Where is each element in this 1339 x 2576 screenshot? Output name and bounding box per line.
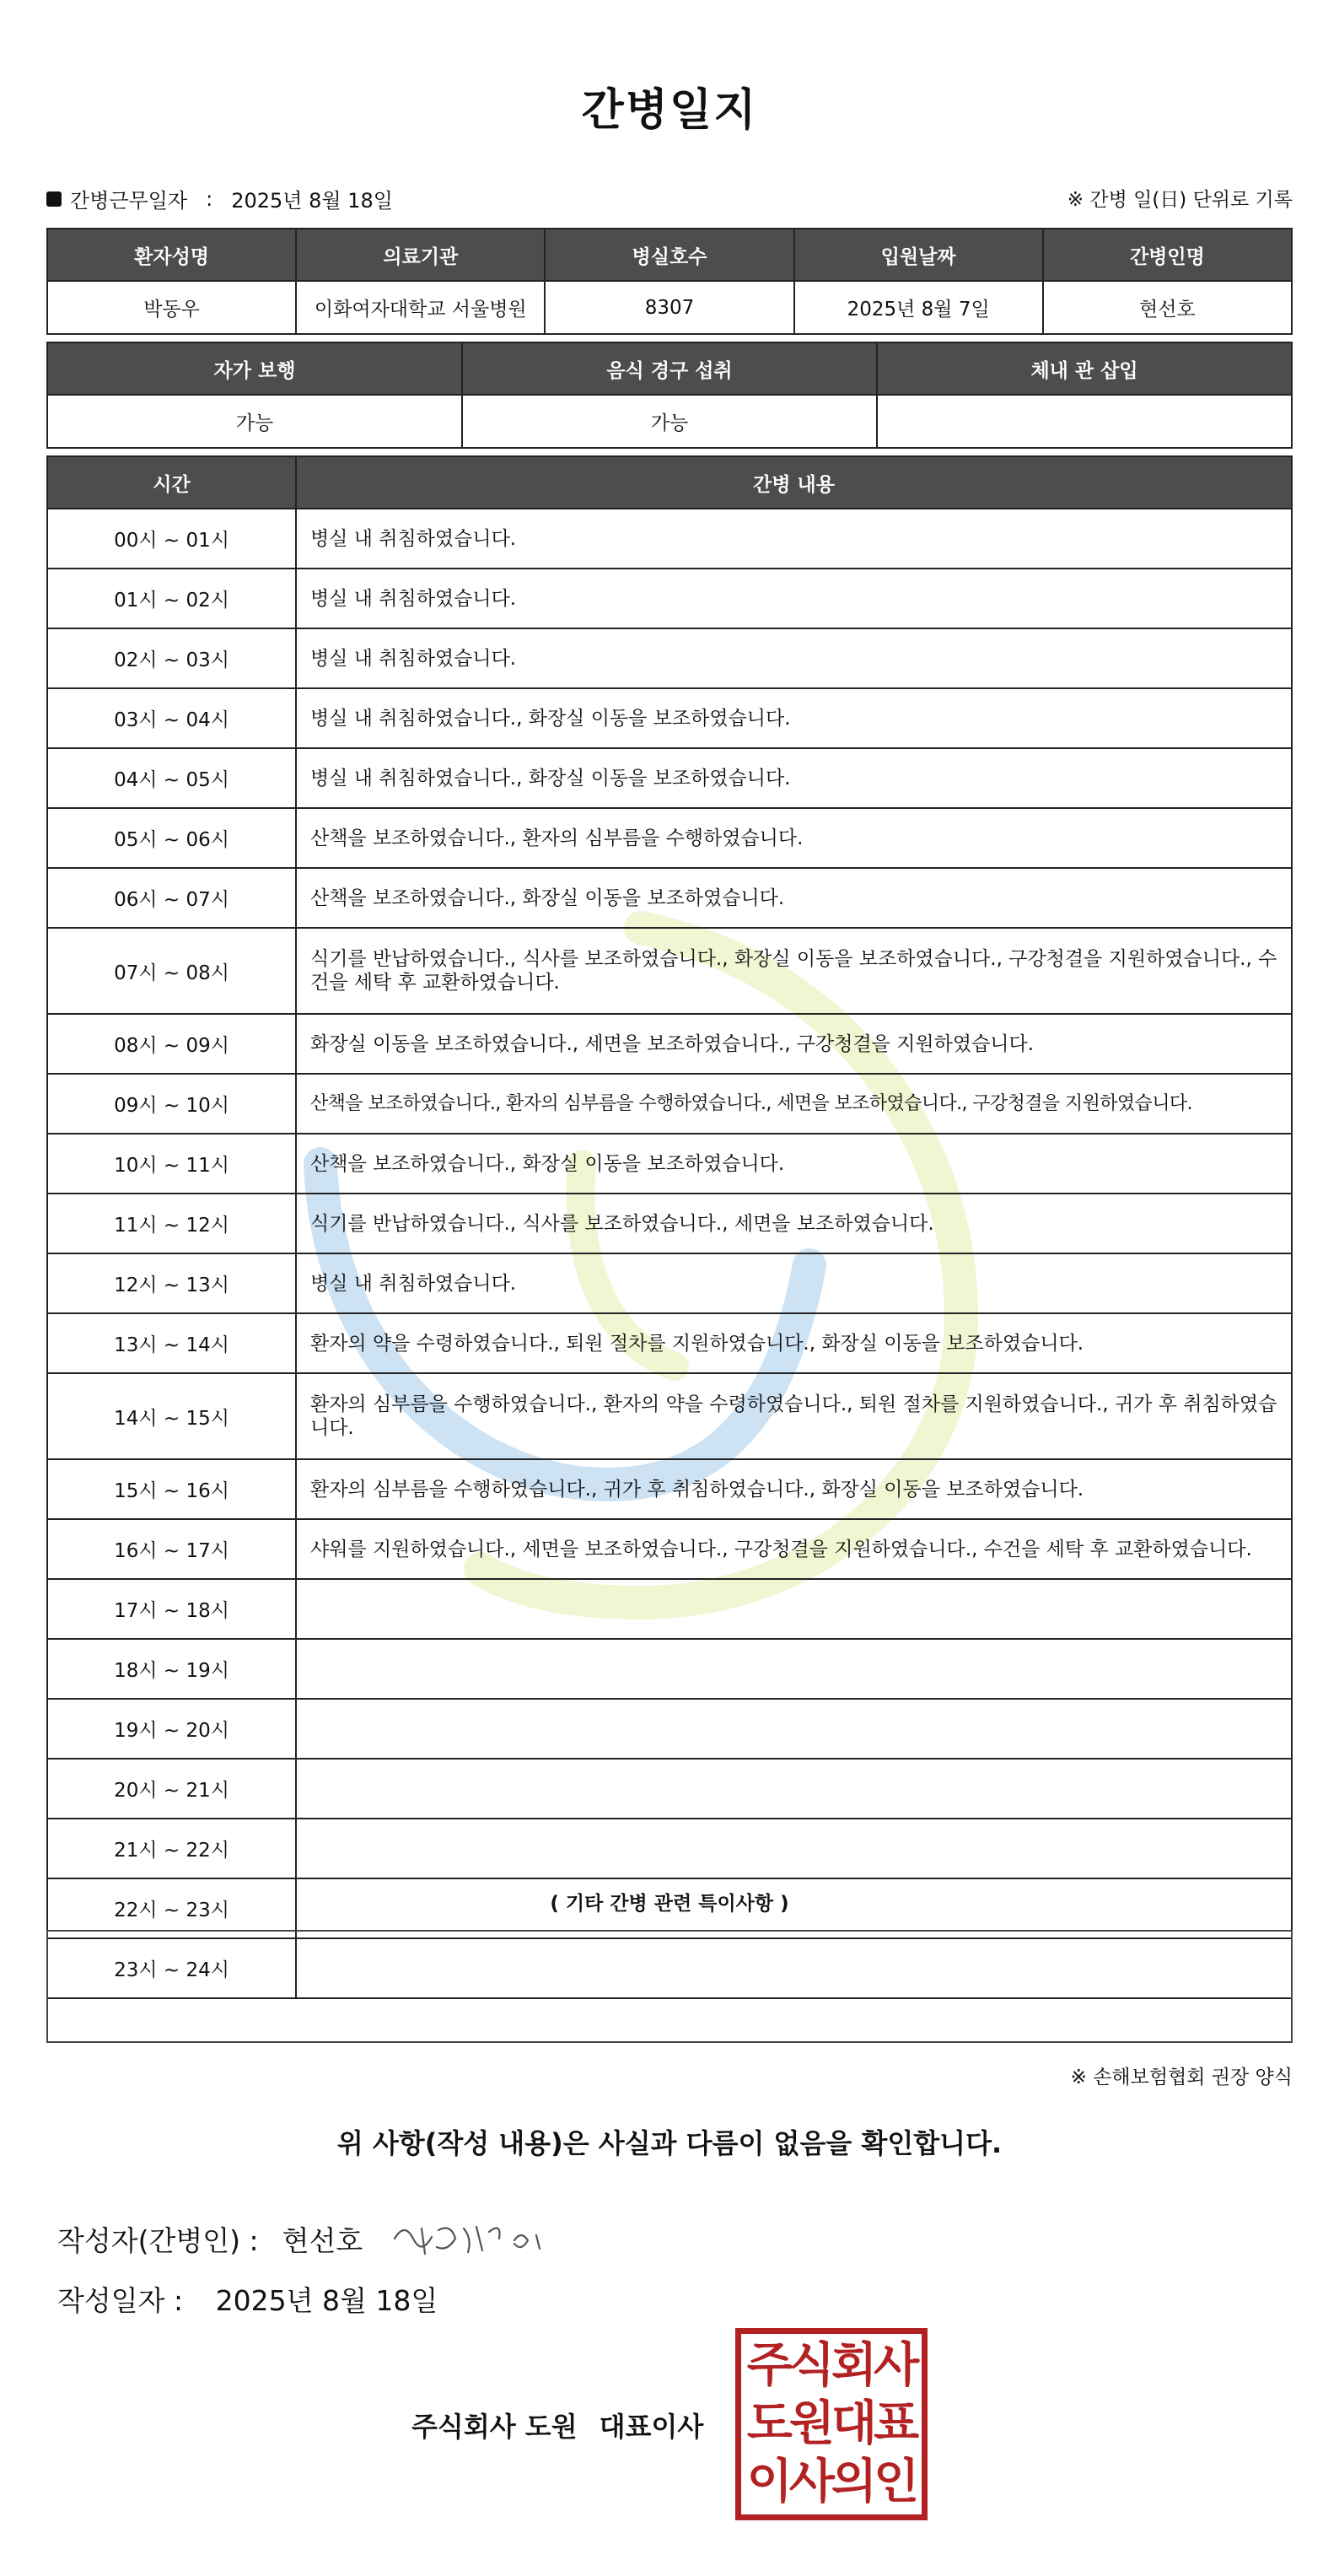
care-log-table	[46, 455, 1293, 1999]
content-cell: 병실 내 취침하였습니다.	[296, 628, 1292, 688]
writer-line	[57, 2213, 557, 2264]
hospital-cell: 이화여자대학교 서울병원	[296, 281, 545, 334]
table-row	[47, 1313, 1292, 1373]
time-cell: 18시 ~ 19시	[47, 1639, 296, 1699]
table-row	[47, 1134, 1292, 1194]
status-value-row	[47, 395, 1292, 448]
table-row	[47, 1253, 1292, 1313]
time-cell: 10시 ~ 11시	[47, 1134, 296, 1194]
time-cell: 07시 ~ 08시	[47, 928, 296, 1014]
content-cell: 산책을 보조하였습니다., 환자의 심부름을 수행하였습니다., 세면을 보조하였습니다., 구강청결을 지원하였습니다.	[296, 1074, 1292, 1134]
content-cell: 환자의 심부름을 수행하였습니다., 귀가 후 취침하였습니다., 화장실 이동을 보조하였습니다.	[296, 1459, 1292, 1519]
table-row	[47, 1579, 1292, 1639]
seal-line: 이사의인	[746, 2454, 917, 2509]
handwritten-signature	[388, 2213, 557, 2264]
bullet-square-icon	[46, 191, 62, 207]
company-title: 대표이사	[599, 2411, 704, 2443]
time-cell: 01시 ~ 02시	[47, 569, 296, 628]
content-cell: 환자의 약을 수령하였습니다., 퇴원 절차를 지원하였습니다., 화장실 이동을 보조하였습니다.	[296, 1313, 1292, 1373]
table-row	[47, 1759, 1292, 1819]
content-cell: 산책을 보조하였습니다., 화장실 이동을 보조하였습니다.	[296, 1134, 1292, 1194]
write-date-value: 2025년 8월 18일	[215, 2284, 438, 2317]
status-header-row	[47, 342, 1292, 395]
content-cell: 산책을 보조하였습니다., 환자의 심부름을 수행하였습니다.	[296, 808, 1292, 868]
time-cell: 00시 ~ 01시	[47, 509, 296, 569]
time-cell: 05시 ~ 06시	[47, 808, 296, 868]
time-cell: 19시 ~ 20시	[47, 1699, 296, 1759]
table-row	[47, 928, 1292, 1014]
patient-name-cell: 박동우	[47, 281, 296, 334]
table-row	[47, 1519, 1292, 1579]
content-cell: 병실 내 취침하였습니다.	[296, 1253, 1292, 1313]
content-cell: 산책을 보조하였습니다., 화장실 이동을 보조하였습니다.	[296, 868, 1292, 928]
time-cell: 11시 ~ 12시	[47, 1194, 296, 1253]
table-row	[47, 1699, 1292, 1759]
caregiver-name-cell: 현선호	[1043, 281, 1292, 334]
table-row	[47, 569, 1292, 628]
content-cell: 병실 내 취침하였습니다., 화장실 이동을 보조하였습니다.	[296, 688, 1292, 748]
table-row	[47, 1194, 1292, 1253]
work-date-label: 간병근무일자	[70, 189, 188, 213]
table-row	[47, 748, 1292, 808]
recommend-note: ※ 손해보험협회 권장 양식	[1070, 2067, 1293, 2088]
table-row	[47, 1014, 1292, 1074]
header-room-number: 병실호수	[545, 229, 793, 281]
content-cell: 병실 내 취침하였습니다.	[296, 569, 1292, 628]
content-cell: 식기를 반납하였습니다., 식사를 보조하였습니다., 세면을 보조하였습니다.	[296, 1194, 1292, 1253]
table-row	[47, 1459, 1292, 1519]
work-date-value: 2025년 8월 18일	[231, 189, 393, 213]
writer-name: 현선호	[282, 2223, 363, 2257]
other-notes-title: ( 기타 간병 관련 특이사항 )	[550, 1893, 789, 1915]
meta-row	[46, 184, 1293, 218]
time-cell: 14시 ~ 15시	[47, 1373, 296, 1459]
work-date-separator: :	[206, 186, 213, 211]
time-cell: 02시 ~ 03시	[47, 628, 296, 688]
table-row	[47, 1373, 1292, 1459]
time-cell: 15시 ~ 16시	[47, 1459, 296, 1519]
table-row	[47, 628, 1292, 688]
company-name: 주식회사 도원	[411, 2411, 578, 2443]
write-date-label: 작성일자 :	[57, 2284, 184, 2317]
time-cell: 20시 ~ 21시	[47, 1759, 296, 1819]
oral-intake-cell: 가능	[462, 395, 877, 448]
time-cell: 04시 ~ 05시	[47, 748, 296, 808]
company-seal-stamp	[735, 2328, 928, 2520]
write-date-line	[57, 2279, 438, 2319]
header-hospital: 의료기관	[296, 229, 545, 281]
table-row	[47, 1819, 1292, 1878]
table-row	[47, 509, 1292, 569]
time-cell: 21시 ~ 22시	[47, 1819, 296, 1878]
time-cell: 12시 ~ 13시	[47, 1253, 296, 1313]
content-cell	[296, 1759, 1292, 1819]
time-cell: 09시 ~ 10시	[47, 1074, 296, 1134]
content-cell: 샤워를 지원하였습니다., 세면을 보조하였습니다., 구강청결을 지원하였습니다., 수건을 세탁 후 교환하였습니다.	[296, 1519, 1292, 1579]
patient-status-table	[46, 342, 1293, 449]
content-cell	[296, 1819, 1292, 1878]
log-header-row	[47, 456, 1292, 509]
header-admission-date: 입원날짜	[794, 229, 1043, 281]
patient-header-row	[47, 229, 1292, 281]
content-cell: 병실 내 취침하였습니다., 화장실 이동을 보조하였습니다.	[296, 748, 1292, 808]
time-cell: 03시 ~ 04시	[47, 688, 296, 748]
other-notes-box	[46, 1930, 1293, 2043]
content-cell	[296, 1699, 1292, 1759]
work-date-block	[46, 184, 393, 213]
tube-insertion-cell	[877, 395, 1292, 448]
content-cell	[296, 1579, 1292, 1639]
writer-label: 작성자(간병인) :	[57, 2223, 259, 2257]
table-row	[47, 1074, 1292, 1134]
table-row	[47, 808, 1292, 868]
header-caregiver-name: 간병인명	[1043, 229, 1292, 281]
seal-line: 도원대표	[746, 2395, 917, 2451]
time-cell: 13시 ~ 14시	[47, 1313, 296, 1373]
time-cell: 17시 ~ 18시	[47, 1579, 296, 1639]
document-title: 간병일지	[581, 85, 758, 136]
patient-info-table	[46, 228, 1293, 335]
content-cell: 환자의 심부름을 수행하였습니다., 환자의 약을 수령하였습니다., 퇴원 절차를 지원하였습니다., 귀가 후 취침하였습니다.	[296, 1373, 1292, 1459]
room-number-cell: 8307	[545, 281, 793, 334]
header-tube-insertion: 체내 관 삽입	[877, 342, 1292, 395]
content-cell: 병실 내 취침하였습니다.	[296, 509, 1292, 569]
self-walking-cell: 가능	[47, 395, 462, 448]
company-signature-line	[411, 2406, 703, 2444]
table-row	[47, 688, 1292, 748]
header-patient-name: 환자성명	[47, 229, 296, 281]
time-cell: 16시 ~ 17시	[47, 1519, 296, 1579]
content-cell: 화장실 이동을 보조하였습니다., 세면을 보조하였습니다., 구강청결을 지원하였습니다.	[296, 1014, 1292, 1074]
record-note: ※ 간병 일(日) 단위로 기록	[1067, 189, 1293, 211]
table-row	[47, 1639, 1292, 1699]
header-time: 시간	[47, 456, 296, 509]
header-self-walking: 자가 보행	[47, 342, 462, 395]
content-cell: 식기를 반납하였습니다., 식사를 보조하였습니다., 화장실 이동을 보조하였습니다., 구강청결을 지원하였습니다., 수건을 세탁 후 교환하였습니다.	[296, 928, 1292, 1014]
header-care-content: 간병 내용	[296, 456, 1292, 509]
table-row	[47, 868, 1292, 928]
admission-date-cell: 2025년 8월 7일	[794, 281, 1043, 334]
time-cell: 06시 ~ 07시	[47, 868, 296, 928]
content-cell	[296, 1639, 1292, 1699]
seal-line: 주식회사	[746, 2338, 917, 2394]
time-cell: 22시 ~ 23시	[47, 1878, 296, 1938]
header-oral-intake: 음식 경구 섭취	[462, 342, 877, 395]
confirm-statement: 위 사항(작성 내용)은 사실과 다름이 없음을 확인합니다.	[336, 2127, 1003, 2159]
time-cell: 08시 ~ 09시	[47, 1014, 296, 1074]
patient-value-row	[47, 281, 1292, 334]
time-cell: 23시 ~ 24시	[47, 1938, 296, 1998]
